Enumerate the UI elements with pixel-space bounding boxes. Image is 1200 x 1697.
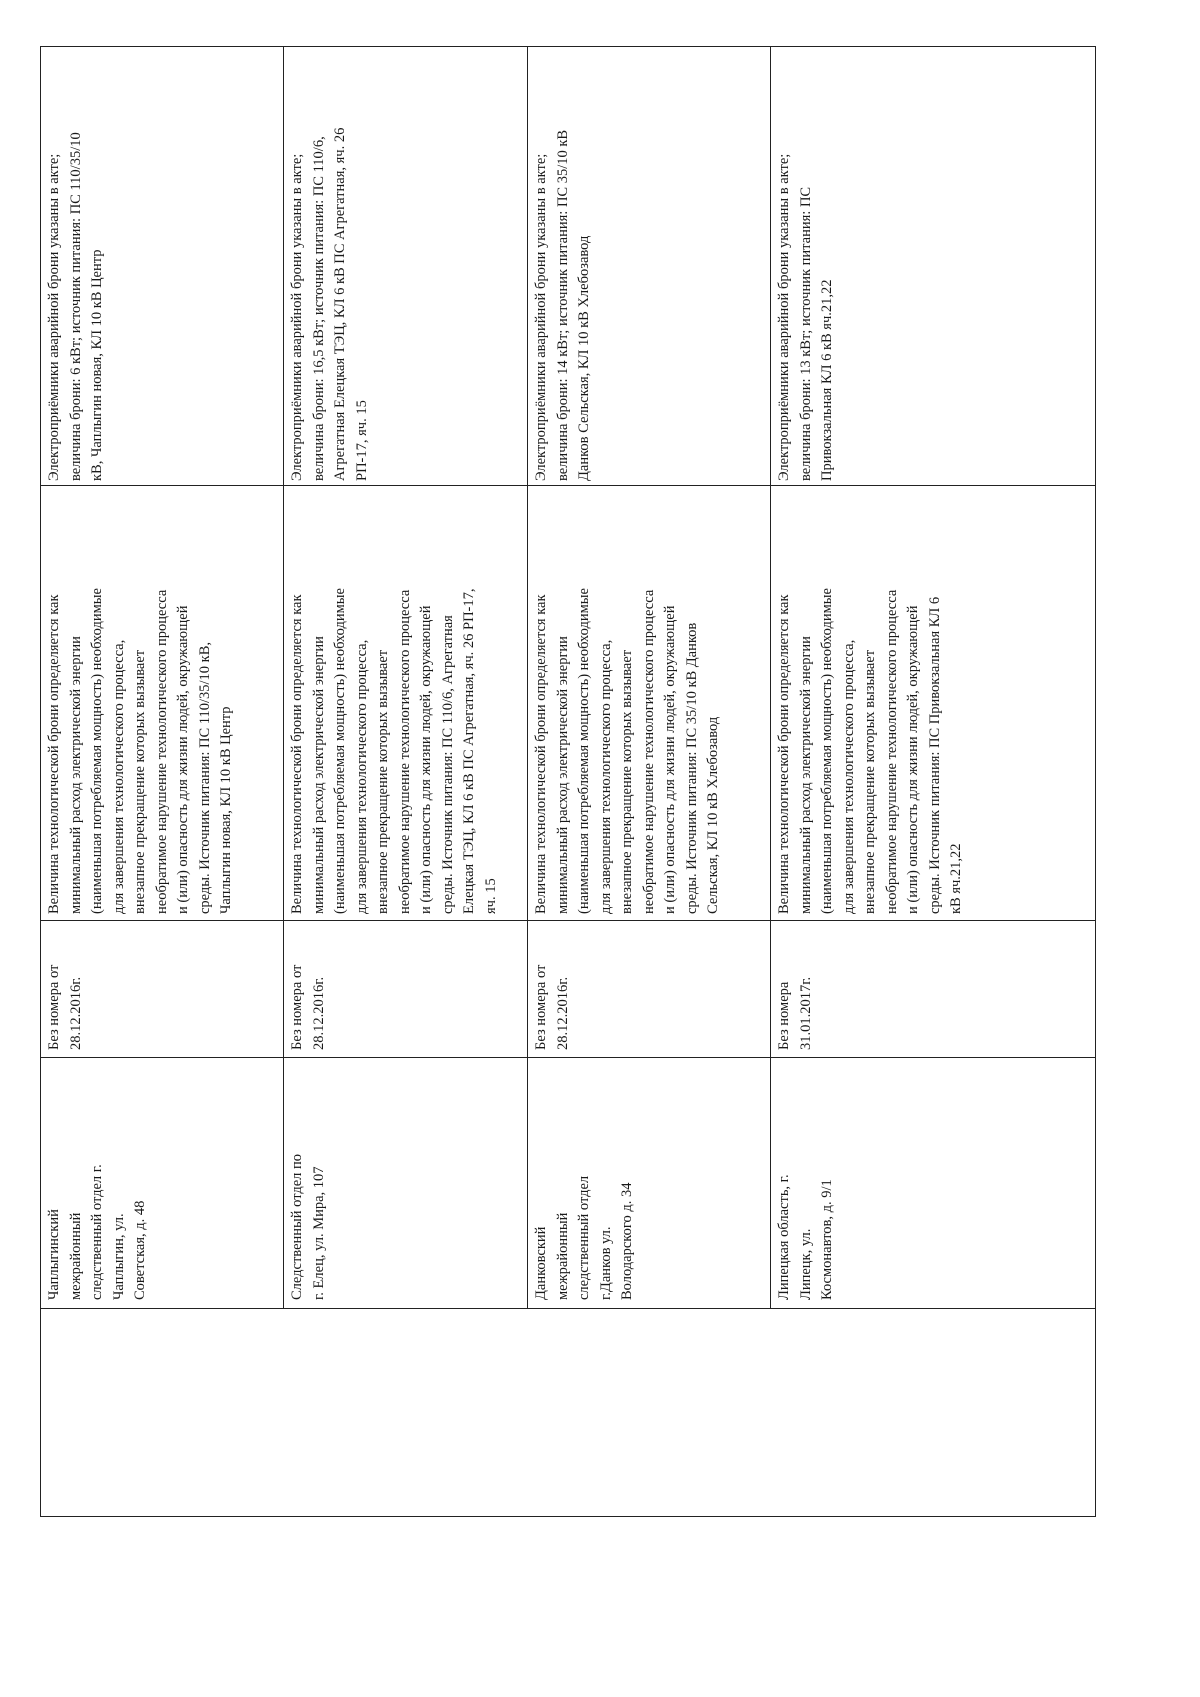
row-3-organization: Данковский межрайонный следственный отдел г.Данков ул. Володарского д. 34 (533, 1175, 635, 1300)
row-1-organization: Чаплыгинский межрайонный следственный отдел г. Чаплыгин, ул. Советская, д. 48 (46, 1164, 148, 1300)
row-1-document: Без номера от 28.12.2016г. (46, 964, 84, 1050)
row-2-emergency-reserve: Электроприёмники аварийной брони указаны в акте; величина брони: 16,5 кВт; источник питания: ПС 110/6, Агрегатная Елецкая ТЭЦ, КЛ 6 кВ ПС Агрегатная, яч. 26 РП-17, яч. 15 (289, 127, 370, 481)
column-separator-5 (40, 1516, 1096, 1517)
row-3-tech-reserve: Величина технологической брони определяется как минимальный расход электрической энергии (наименьшая потребляемая мощность) необходимые для завершения технологического процесса, внезапное прекращение которых вызывает необратимое нарушение технологического процесса и (или) опасность для жизни людей, окружающей среды. Источник питания: ПС 35/10 кВ Данков Сельская, КЛ 10 кВ Хлебозавод (533, 588, 721, 914)
row-1-tech-reserve: Величина технологической брони определяется как минимальный расход электрической энергии (наименьшая потребляемая мощность) необходимые для завершения технологического процесса, внезапное прекращение которых вызывает необратимое нарушение технологического процесса и (или) опасность для жизни людей, окружающей среды. Источник питания: ПС 110/35/10 кВ, Чаплыгин новая, КЛ 10 кВ Центр (46, 588, 234, 914)
row-4-emergency-reserve: Электроприёмники аварийной брони указаны в акте; величина брони: 13 кВт; источник питания: ПС Привокзальная КЛ 6 кВ яч.21,22 (776, 153, 835, 481)
table-right-border (1095, 46, 1096, 1516)
column-separator-1 (40, 485, 1096, 486)
row-2-tech-reserve: Величина технологической брони определяется как минимальный расход электрической энергии (наименьшая потребляемая мощность) необходимые для завершения технологического процесса, внезапное прекращение которых вызывает необратимое нарушение технологического процесса и (или) опасность для жизни людей, окружающей среды. Источник питания: ПС 110/6, Агрегатная Елецкая ТЭЦ, КЛ 6 кВ ПС Агрегатная, яч. 26 РП-17, яч. 15 (289, 588, 499, 914)
row-4-document: Без номера 31.01.2017г. (776, 976, 814, 1050)
column-separator-4 (40, 1308, 1096, 1309)
row-4-organization: Липецкая область, г. Липецк, ул. Космонавтов, д. 9/1 (776, 1174, 835, 1300)
column-separator-3 (40, 1057, 1096, 1058)
table-top-border (40, 46, 1096, 47)
row-separator-3 (770, 46, 771, 1308)
table-left-border (40, 46, 41, 1516)
row-1-emergency-reserve: Электроприёмники аварийной брони указаны в акте; величина брони: 6 кВт; источник питания: ПС 110/35/10 кВ, Чаплыгин новая, КЛ 10 кВ Центр (46, 132, 105, 481)
row-4-tech-reserve: Величина технологической брони определяется как минимальный расход электрической энергии (наименьшая потребляемая мощность) необходимые для завершения технологического процесса, внезапное прекращение которых вызывает необратимое нарушение технологического процесса и (или) опасность для жизни людей, окружающей среды. Источник питания: ПС Привокзальная КЛ 6 кВ яч.21,22 (776, 588, 964, 914)
row-separator-2 (527, 46, 528, 1308)
row-2-document: Без номера от 28.12.2016г. (289, 964, 327, 1050)
row-3-emergency-reserve: Электроприёмники аварийной брони указаны в акте; величина брони: 14 кВт; источник питания: ПС 35/10 кВ Данков Сельская, КЛ 10 кВ Хлебозавод (533, 129, 592, 481)
column-separator-2 (40, 920, 1096, 921)
row-separator-1 (283, 46, 284, 1308)
row-2-organization: Следственный отдел по г. Елец, ул. Мира, 107 (289, 1153, 327, 1300)
row-3-document: Без номера от 28.12.2016г. (533, 964, 571, 1050)
